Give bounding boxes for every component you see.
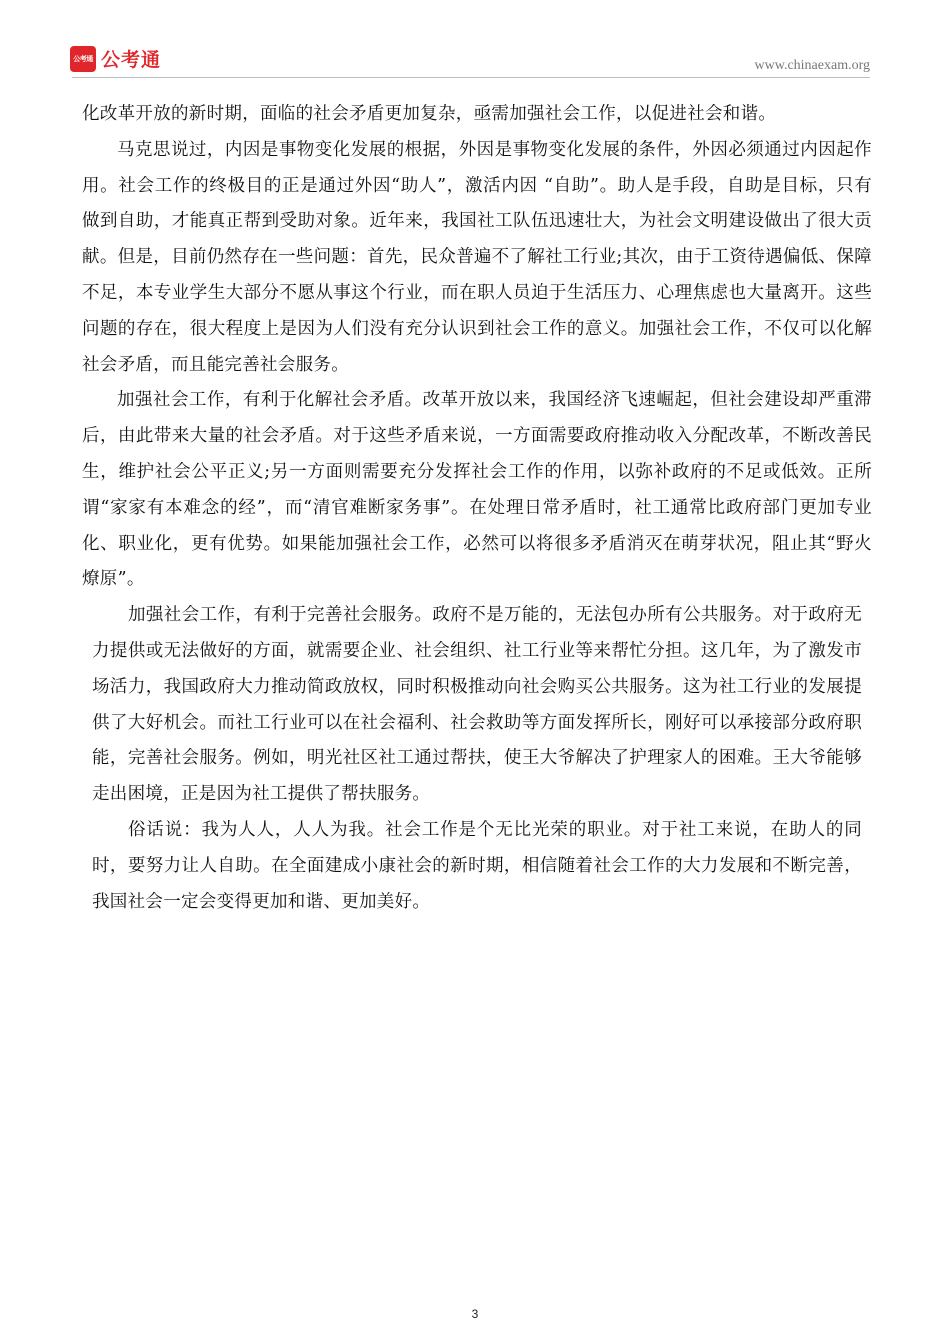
logo-text: 公考通 (101, 49, 162, 71)
paragraph-2: 马克思说过，内因是事物变化发展的根据，外因是事物变化发展的条件，外因必须通过内因起作用。社会工作的终极目的正是通过外因“助人”，激活内因 “自助”。助人是手段，自助是目标，只有做到自助，才能真正帮到受助对象。近年来，我国社工队伍迅速壮大，为社会文明建设做出了很大贡献。但是，目前仍然存在一些问题：首先，民众普遍不了解社工行业;其次，由于工资待遇偏低、保障不足，本专业学生大部分不愿从事这个行业，而在职人员迫于生活压力、心理焦虑也大量离开。这些问题的存在，很大程度上是因为人们没有充分认识到社会工作的意义。加强社会工作，不仅可以化解社会矛盾，而且能完善社会服务。 (82, 139, 872, 375)
paragraph-1: 化改革开放的新时期，面临的社会矛盾更加复杂，亟需加强社会工作，以促进社会和谐。 (82, 104, 777, 124)
site-url: www.chinaexam.org (754, 58, 870, 73)
document-body (82, 97, 872, 920)
logo-badge-icon: 公考通 (70, 46, 96, 72)
paragraph-3: 加强社会工作，有利于化解社会矛盾。改革开放以来，我国经济飞速崛起，但社会建设却严重滞后，由此带来大量的社会矛盾。对于这些矛盾来说，一方面需要政府推动收入分配改革，不断改善民生，维护社会公平正义;另一方面则需要充分发挥社会工作的作用，以弥补政府的不足或低效。正所谓“家家有本难念的经”，而“清官难断家务事”。在处理日常矛盾时，社工通常比政府部门更加专业化、职业化，更有优势。如果能加强社会工作，必然可以将很多矛盾消灭在萌芽状况，阻止其“野火燎原”。 (82, 390, 872, 590)
header-divider (72, 77, 870, 78)
page-number: 3 (471, 1307, 479, 1321)
logo (70, 45, 161, 72)
paragraph-4: 加强社会工作，有利于完善社会服务。政府不是万能的，无法包办所有公共服务。对于政府无力提供或无法做好的方面，就需要企业、社会组织、社工行业等来帮忙分担。这几年，为了激发市场活力，我国政府大力推动简政放权，同时积极推动向社会购买公共服务。这为社工行业的发展提供了大好机会。而社工行业可以在社会福利、社会救助等方面发挥所长，刚好可以承接部分政府职能，完善社会服务。例如，明光社区社工通过帮扶，使王大爷解决了护理家人的困难。王大爷能够走出困境，正是因为社工提供了帮扶服务。 (92, 605, 862, 805)
paragraph-5: 俗话说：我为人人，人人为我。社会工作是个无比光荣的职业。对于社工来说，在助人的同时，要努力让人自助。在全面建成小康社会的新时期，相信随着社会工作的大力发展和不断完善，我国社会一定会变得更加和谐、更加美好。 (92, 819, 862, 912)
page-header (0, 0, 950, 90)
